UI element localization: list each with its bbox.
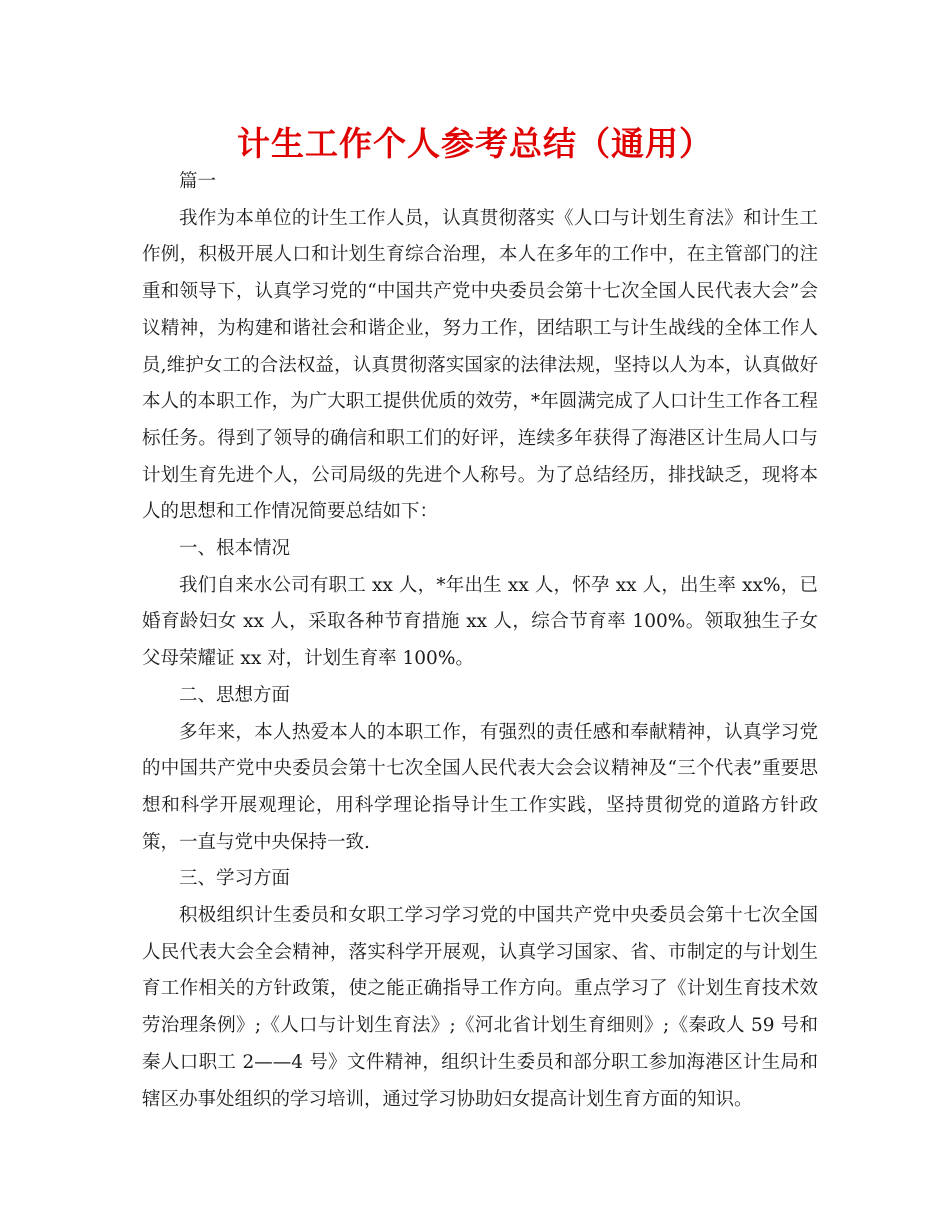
section-heading: 二、思想方面 — [179, 684, 291, 706]
document-title: 计生工作个人参考总结（通用） — [237, 124, 713, 163]
section-heading: 三、学习方面 — [179, 868, 291, 890]
section-label: 篇一 — [179, 171, 217, 192]
body-paragraph: 积极组织计生委员和女职工学习学习党的中国共产党中央委员会第十七次全国人民代表大会全会精神，落实科学开展观，认真学习国家、省、市制定的与计划生育工作相关的方针政策，使之能正确指导工作方向。重点学习了《计划生育技术效劳治理条例》;《人口与计划生育法》;《河北省计划生育细则》;《秦政人 59 号和秦人口职工 2——4 号》文件精神，组织计生委员和部分职工参加海港区计生局和辖区办事处组织的学习培训，通过学习协助妇女提高计划生育方面的知识。 — [142, 905, 818, 1110]
section-heading: 一、根本情况 — [179, 538, 291, 560]
body-paragraph: 多年来，本人热爱本人的本职工作，有强烈的责任感和奉献精神，认真学习党的中国共产党中央委员会第十七次全国人民代表大会会议精神及“三个代表”重要思想和科学开展观理论，用科学理论指导计生工作实践，坚持贯彻党的道路方针政策，一直与党中央保持一致. — [142, 721, 818, 853]
body-paragraph: 我们自来水公司有职工 xx 人，*年出生 xx 人，怀孕 xx 人，出生率 xx%，已婚育龄妇女 xx 人，采取各种节育措施 xx 人，综合节育率 100%。领取独生子女父母荣耀证 xx 对，计划生育率 100%。 — [142, 574, 818, 670]
body-paragraph: 我作为本单位的计生工作人员，认真贯彻落实《人口与计划生育法》和计生工作例，积极开展人口和计划生育综合治理，本人在多年的工作中，在主管部门的注重和领导下，认真学习党的“中国共产党中央委员会第十七次全国人民代表大会”会议精神，为构建和谐社会和谐企业，努力工作，团结职工与计生战线的全体工作人员,维护女工的合法权益，认真贯彻落实国家的法律法规，坚持以人为本，认真做好本人的本职工作，为广大职工提供优质的效劳，*年圆满完成了人口计生工作各工程标任务。得到了领导的确信和职工们的好评，连续多年获得了海港区计生局人口与计划生育先进个人，公司局级的先进个人称号。为了总结经历，排找缺乏，现将本人的思想和工作情况简要总结如下： — [142, 207, 818, 523]
document-body — [142, 164, 818, 1118]
